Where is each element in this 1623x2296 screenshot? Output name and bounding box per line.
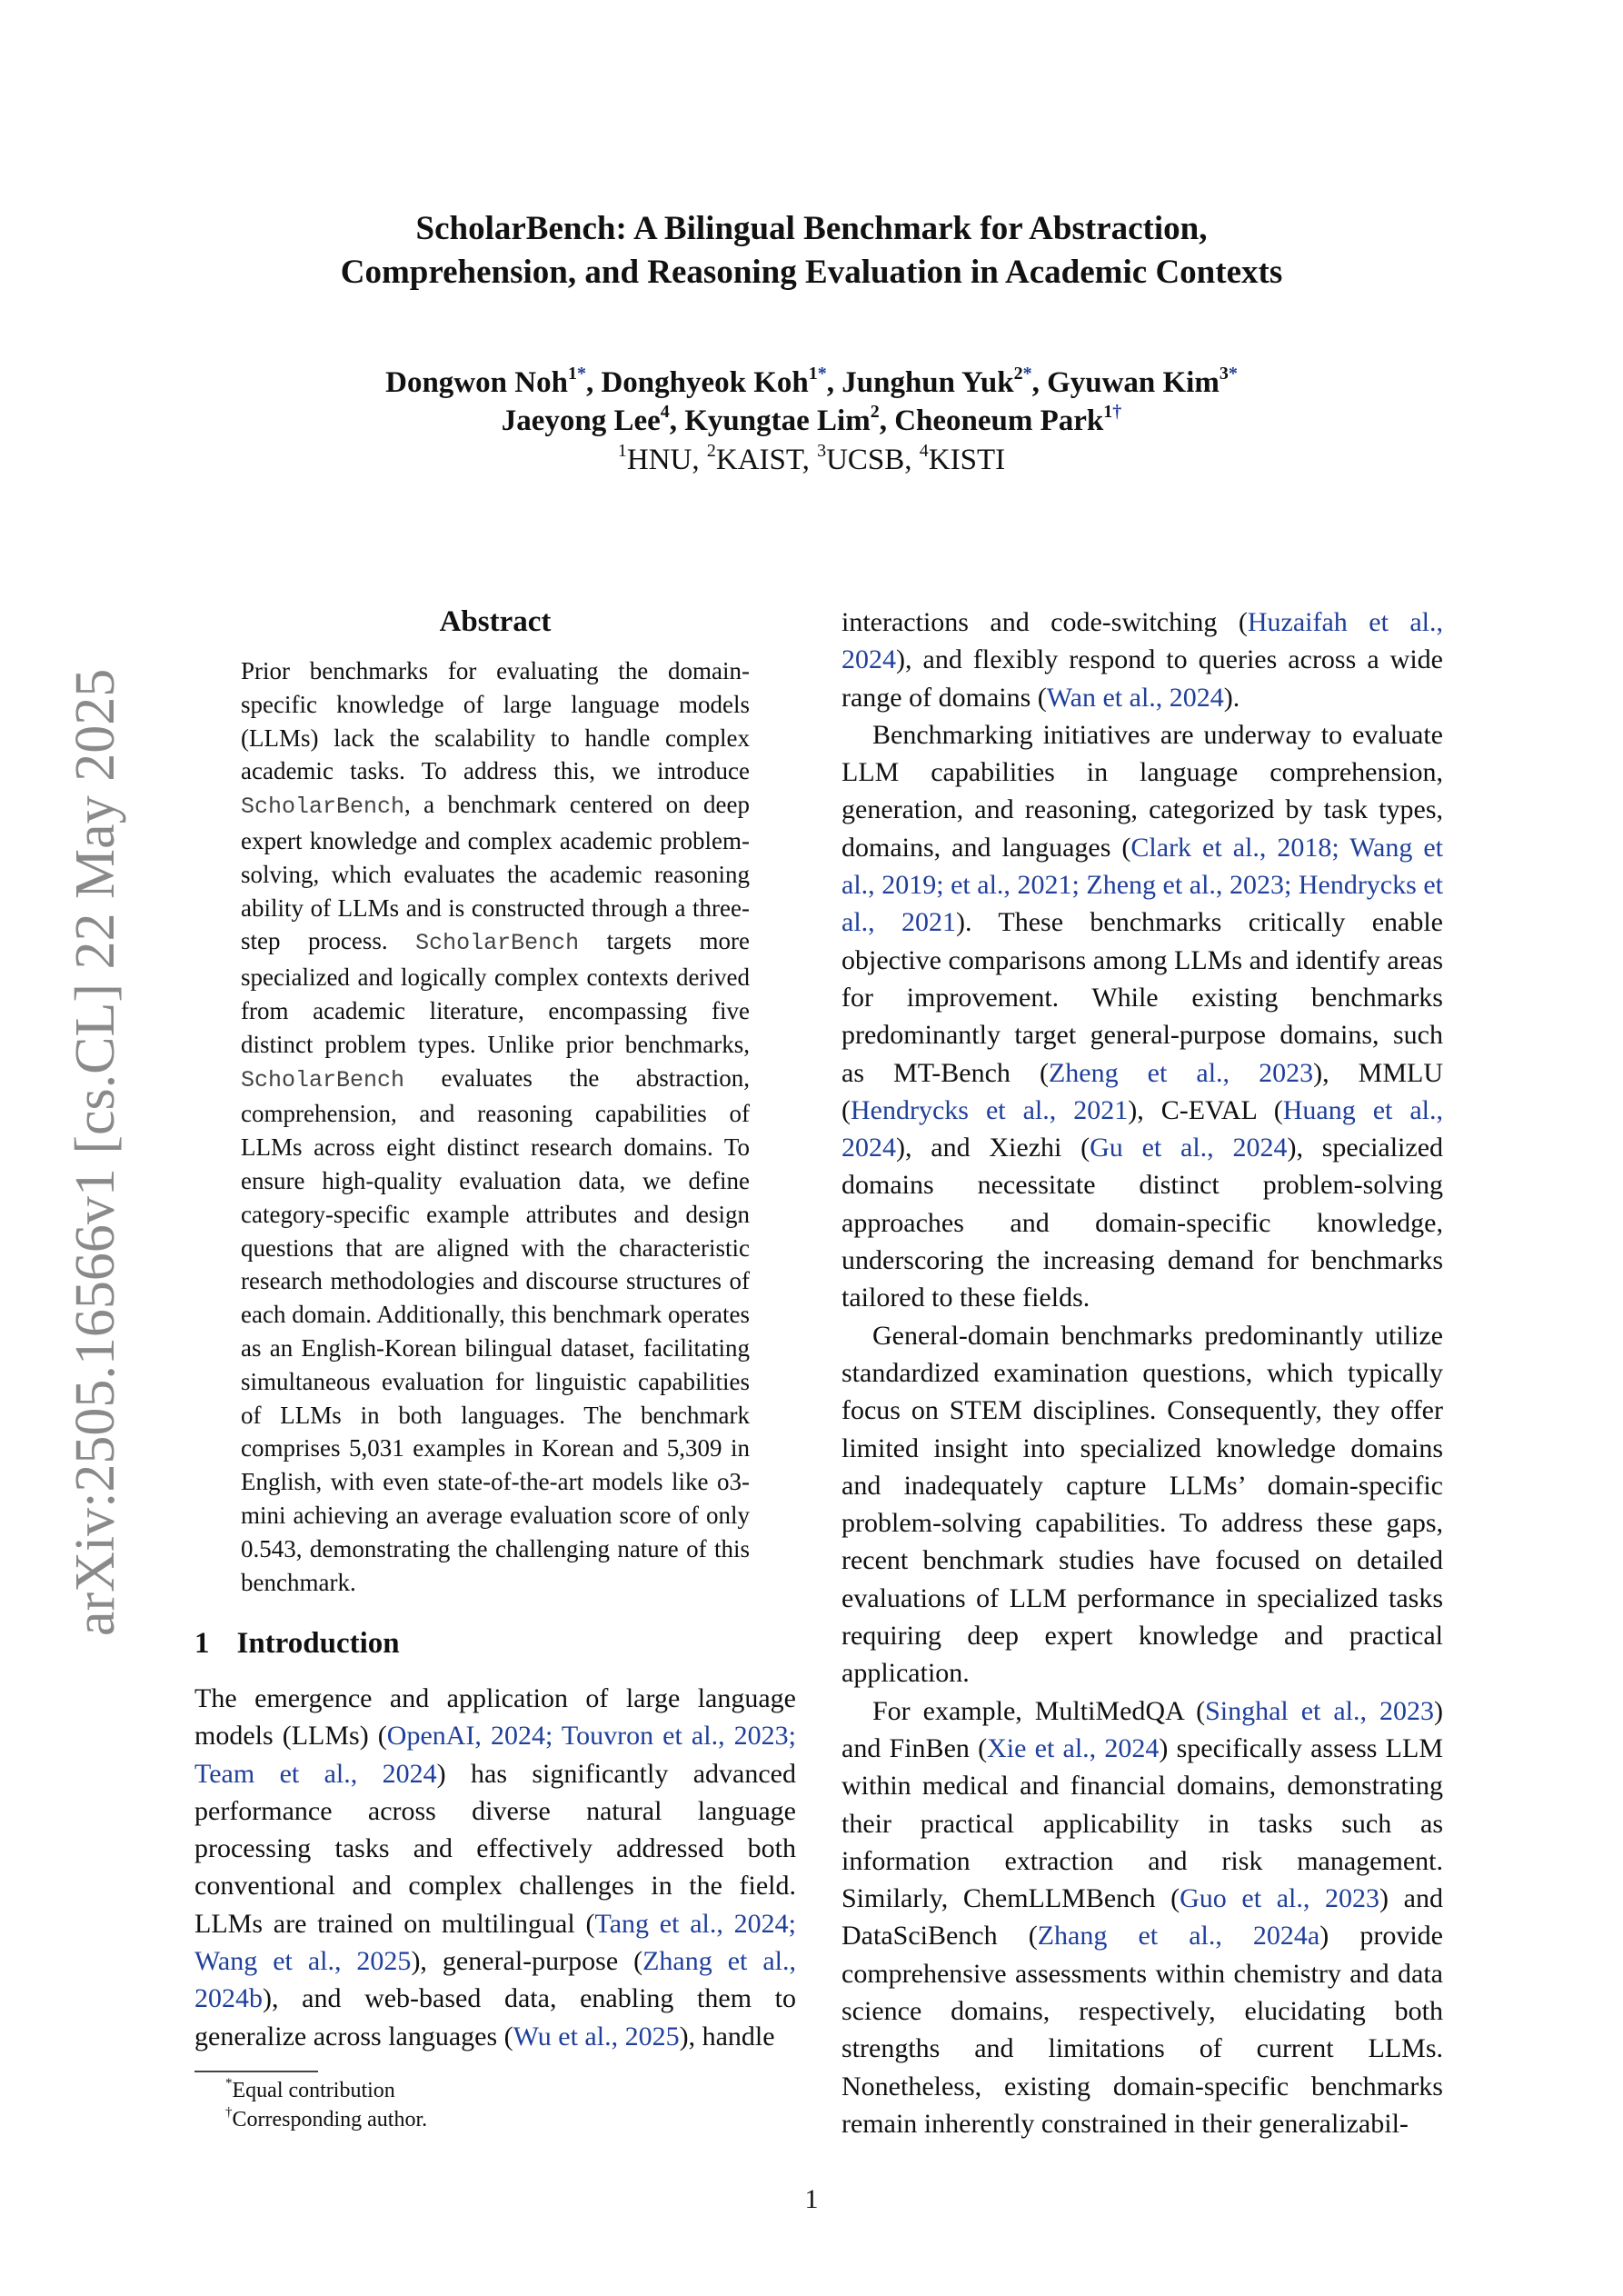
footnote-text: Equal contribution [232,2079,395,2102]
text: ), and flexibly respond to queries across a wide range of domains ( [841,644,1443,713]
citation-link[interactable]: OpenAI, 2024; Touvron et al., 2023; Team et al., 2024 [194,1721,796,1789]
affil-name: UCSB, [826,444,920,476]
text: ), and Xiezhi ( [896,1133,1090,1163]
section-number: 1 [194,1627,210,1660]
affil-index: 1 [567,364,577,384]
affil-index: 4 [660,402,670,422]
footnote-mark: * [225,2076,233,2091]
separator: , [1031,366,1048,399]
citation-link[interactable]: Zhang et al., 2024b [194,1946,796,2014]
citation-link[interactable]: Hendrycks et al., 2021 [851,1094,1129,1125]
citation-link[interactable]: Gu et al., 2024 [1090,1133,1288,1163]
separator: , [826,366,842,399]
separator: , [585,366,602,399]
benchmark-name: ScholarBench [415,930,580,957]
introduction-left-column [194,1680,796,2055]
footnote-text: Corresponding author. [232,2108,428,2131]
author-line-2 [0,402,1623,440]
citation-link[interactable]: Clark et al., 2018; Wang et al., 2019; et al., 2021; Zheng et al., 2023; Hendrycks et al., 2021 [841,832,1443,938]
text: ), C-EVAL ( [1128,1094,1283,1125]
equal-contrib-mark: * [576,364,586,384]
citation-link[interactable]: Singhal et al., 2023 [1205,1695,1434,1726]
author-line-1 [0,364,1623,402]
text: ) provide comprehensive assessments within chemistry and data science domains, respectively, elucidating both strengths and limitations of current LLMs. Nonetheless, existing domain-specific benchmarks remain inherently constrained in their generalizabil- [841,1921,1443,2139]
paragraph [841,604,1443,716]
author-name: Cheoneum Park [894,404,1104,437]
abstract-heading: Abstract [439,605,552,638]
text: ), general-purpose ( [411,1946,643,1977]
affil-index: 1 [1103,402,1113,422]
affil-name: HNU, [626,444,707,476]
citation-link[interactable]: Zhang et al., 2024a [1037,1921,1320,1952]
citation-link[interactable]: Wu et al., 2025 [513,2021,680,2051]
citation-link[interactable]: Tang et al., 2024; Wang et al., 2025 [194,1908,796,1977]
title-line-1: ScholarBench: A Bilingual Benchmark for Abstraction, [415,210,1208,247]
citation-link[interactable]: Xie et al., 2024 [987,1732,1160,1763]
text: General-domain benchmarks predominantly utilize standardized examination questions, which typically focus on STEM disciplines. Consequently, they offer limited insight into specialized knowledge domains and inadequately capture LLMs’ domain-specific problem-solving capabilities. To address these gaps, recent benchmark studies have focused on detailed evaluations of LLM performance in specialized tasks requiring deep expert knowledge and practical application. [841,1320,1443,1689]
text: ), MMLU ( [841,1057,1443,1125]
footnotes [194,2076,794,2134]
author-name: Junghun Yuk [841,366,1014,399]
title-line-2: Comprehension, and Reasoning Evaluation in Academic Contexts [340,254,1283,291]
affil-index: 3 [1219,364,1229,384]
separator: , [879,404,895,437]
paragraph [841,1692,1443,2143]
text: ), specialized domains necessitate distinct problem-solving approaches and domain-specific knowledge, underscoring the increasing demand for benchmarks tailored to these fields. [841,1133,1444,1313]
abstract-text-part: evaluates the abstraction, comprehension, and reasoning capabilities of LLMs across eight distinct research domains. To ensure high-quality evaluation data, we define category-specific example attributes and design questions that are aligned with the characteristic research methodologies and discourse structures of each domain. Additionally, this benchmark operates as an English-Korean bilingual dataset, facilitating simultaneous evaluation for linguistic capabilities of LLMs in both languages. The benchmark comprises 5,031 examples in Korean and 5,309 in English, with even state-of-the-art models like o3-mini achieving an average evaluation score of only 0.543, demonstrating the challenging nature of this benchmark. [241,1063,750,1596]
text: ) and FinBen ( [841,1695,1443,1763]
footnote-mark: † [225,2105,233,2120]
text: ), and web-based data, enabling them to generalize across languages ( [194,1983,796,2051]
text: For example, MultiMedQA ( [872,1695,1206,1726]
affil-index: 2 [706,441,716,461]
paragraph [194,1680,796,2055]
author-name: Jaeyong Lee [501,404,661,437]
abstract-text [241,654,750,1599]
citation-link[interactable]: Huang et al., 2024 [841,1094,1444,1163]
citation-link[interactable]: Guo et al., 2023 [1180,1883,1380,1914]
affil-index: 4 [919,441,929,461]
footnote [194,2076,794,2105]
affil-name: KAIST, [715,444,818,476]
equal-contrib-mark: * [817,364,827,384]
text: ) has significantly advanced performance across diverse natural language processing tasks and effectively addressed both conventional and complex challenges in the field. LLMs are trained on multilingual ( [194,1758,796,1939]
corresponding-mark: † [1112,402,1122,422]
text: ). These benchmarks critically enable objective comparisons among LLMs and identify areas for improvement. While existing benchmarks predominantly target general-purpose domains, such as MT-Bench ( [841,907,1444,1088]
citation-link[interactable]: Huzaifah et al., 2024 [841,607,1443,675]
affiliations [0,442,1623,478]
section-heading-introduction [194,1625,400,1662]
author-name: Donghyeok Koh [601,366,809,399]
paragraph [841,1317,1443,1692]
equal-contrib-mark: * [1228,364,1238,384]
text: interactions and code-switching ( [841,607,1248,637]
affil-index: 3 [817,441,827,461]
abstract-body [241,654,750,1599]
affil-index: 1 [617,441,627,461]
text: ) specifically assess LLM within medical and financial domains, demonstrating their practical applicability in tasks such as information extraction and risk management. Similarly, ChemLLMBench ( [841,1732,1443,1914]
arxiv-identifier: arXiv:2505.16566v1 [cs.CL] 22 May 2025 [65,668,126,1636]
text: ). [1223,682,1240,713]
abstract-text-part: , a benchmark centered on deep expert knowledge and complex academic problem-solving, which evaluates the academic reasoning ability of LLMs and is constructed through a three-step process. [241,791,750,955]
right-column [841,604,1443,2142]
separator: , [669,404,685,437]
footnote [194,2105,794,2134]
text: ), handle [679,2021,775,2051]
affil-index: 2 [870,402,880,422]
benchmark-name: ScholarBench [241,1066,405,1093]
text: The emergence and application of large language models (LLMs) ( [194,1683,796,1752]
benchmark-name: ScholarBench [241,794,405,821]
author-list [0,364,1623,440]
author-name: Kyungtae Lim [684,404,871,437]
citation-link[interactable]: Wan et al., 2024 [1046,682,1224,713]
author-name: Gyuwan Kim [1047,366,1220,399]
paper-title [0,207,1623,294]
section-title: Introduction [236,1627,400,1660]
affil-index: 2 [1013,364,1023,384]
citation-link[interactable]: Zheng et al., 2023 [1048,1057,1314,1088]
footnote-rule [194,2071,318,2072]
abstract-text-part: targets more specialized and logically complex contexts derived from academic literature, encompassing five distinct problem types. Unlike prior benchmarks, [241,927,750,1058]
paragraph [841,716,1443,1317]
equal-contrib-mark: * [1022,364,1032,384]
text: Benchmarking initiatives are underway to evaluate LLM capabilities in language comprehension, generation, and reasoning, categorized by task types, domains, and languages ( [841,719,1443,863]
abstract-text-part: Prior benchmarks for evaluating the domain-specific knowledge of large language models (LLMs) lack the scalability to handle complex academic tasks. To address this, we introduce [241,657,750,785]
affil-name: KISTI [928,444,1006,476]
text: ) and DataSciBench ( [841,1883,1443,1952]
author-name: Dongwon Noh [385,366,568,399]
page-number: 1 [804,2184,819,2214]
affil-index: 1 [808,364,818,384]
